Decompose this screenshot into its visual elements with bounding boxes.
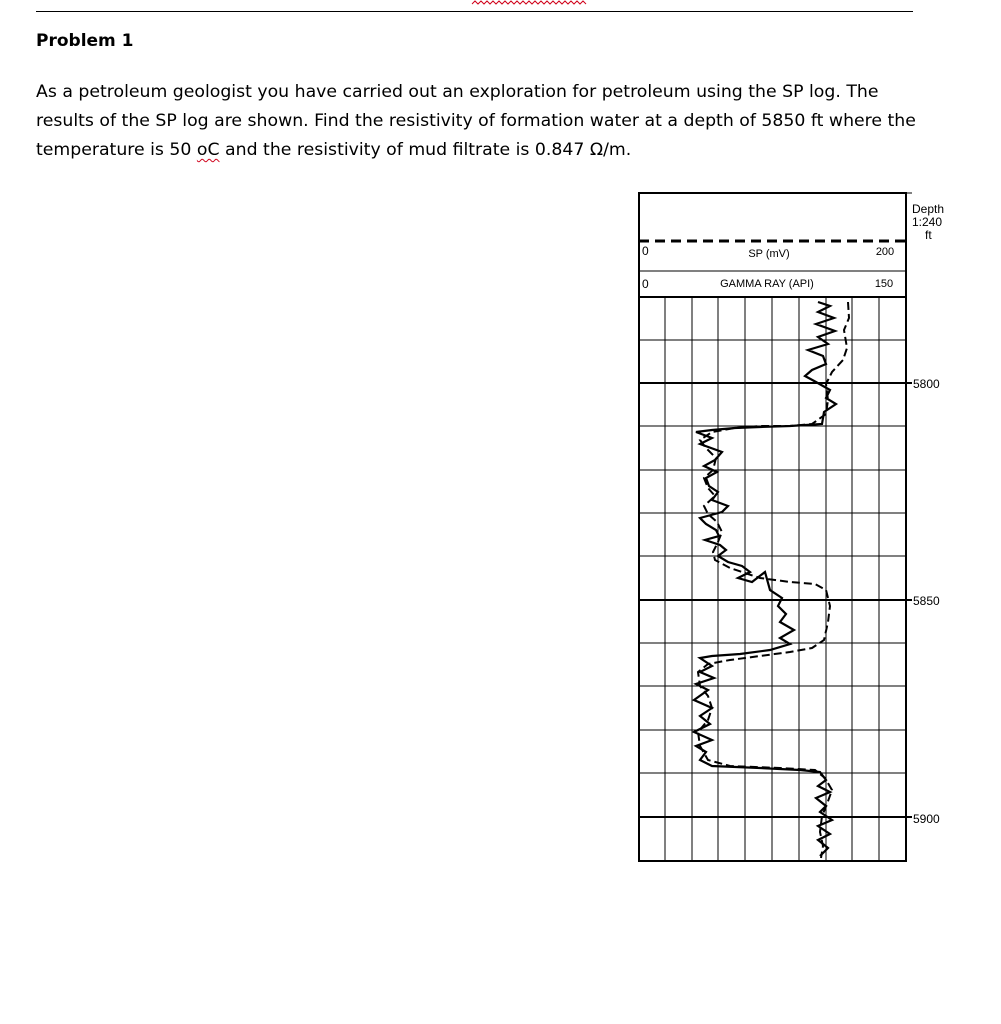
depth-header-line1: Depth	[912, 202, 945, 216]
statement-part-1: As a petroleum geologist you have carried out an exploration for petroleum using the SP log. The results of the SP log are shown. Find the resistivity of formation water at a depth of 5850 ft where the temperature is 50	[36, 82, 916, 160]
gr-min-label: 0	[642, 277, 649, 291]
log-grid	[639, 297, 912, 861]
depth-header-unit: ft	[925, 228, 932, 242]
gr-track-label: GAMMA RAY (API)	[720, 278, 814, 290]
problem-heading: Problem 1	[36, 31, 134, 51]
statement-part-2: and the resistivity of mud filtrate is 0.847 Ω/m.	[219, 140, 632, 160]
gr-max-label: 150	[874, 278, 894, 290]
depth-label-5900: 5900	[913, 812, 940, 826]
depth-header-scale: 1:240	[912, 215, 943, 229]
depth-label-5850: 5850	[913, 594, 940, 608]
sp-max-label: 200	[875, 246, 895, 258]
sp-min-label: 0	[642, 244, 649, 258]
sp-track-label: SP (mV)	[748, 248, 790, 260]
depth-label-5800: 5800	[913, 377, 940, 391]
temperature-unit: oC	[196, 140, 220, 160]
